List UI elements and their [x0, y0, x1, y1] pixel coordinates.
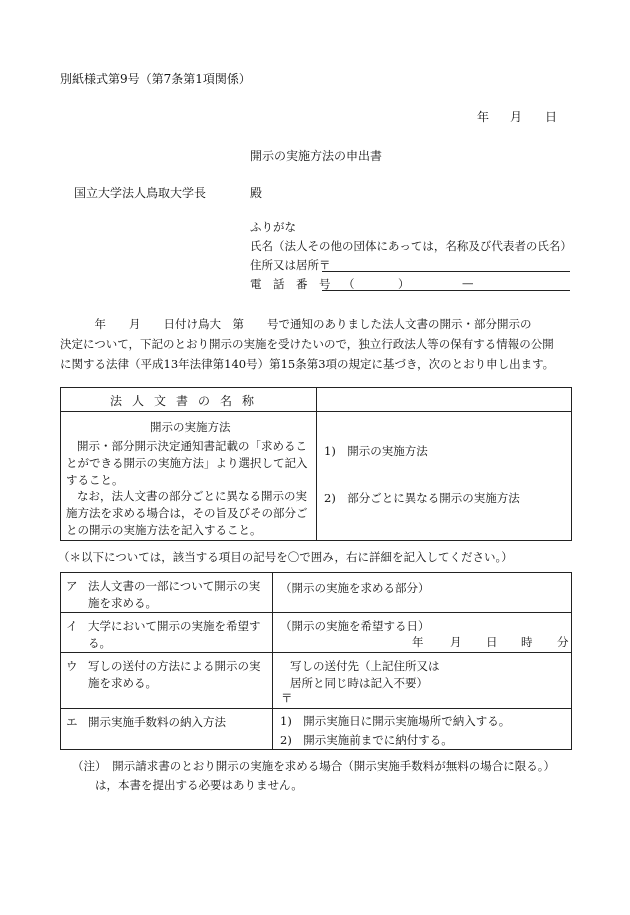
- document-title: 開示の実施方法の申出書: [250, 149, 383, 163]
- phone-paren-close: ）: [398, 277, 410, 291]
- datetime-hour: 時: [521, 635, 533, 649]
- row-d-text: 開示実施手数料の納入方法: [88, 715, 226, 729]
- method-option-1: 1) 開示の実施方法: [324, 444, 428, 458]
- date-month-label: 月: [510, 110, 523, 124]
- address-underline: [322, 271, 570, 272]
- date-year-label: 年: [477, 110, 490, 124]
- method-instruction-1: 開示・部分開示決定通知書記載の「求めることができる開示の実施方法」より選択して記入すること。: [66, 439, 308, 487]
- phone-paren-open: （: [343, 277, 355, 291]
- form-reference: 別紙様式第9号（第7条第1項関係）: [60, 72, 251, 86]
- row-c-detail-label: 写しの送付先（上記住所又は居所と同じ時は記入不要）: [290, 659, 440, 690]
- datetime-minute: 分: [557, 635, 569, 649]
- body-line-2: 決定について，下記のとおり開示の実施を受けたいので，独立行政法人等の保有する情報の公開: [60, 337, 554, 351]
- footnote-line-1: （注） 開示請求書のとおり開示の実施を求める場合（開示実施手数料が無料の場合に限る。）: [72, 759, 555, 773]
- table1-row-line: [60, 411, 572, 412]
- datetime-day: 日: [486, 635, 498, 649]
- method-instruction-2: なお，法人文書の部分ごとに異なる開示の実施方法を求める場合は，その旨及びその部分ごとの開示の実施方法を記入すること。: [66, 489, 308, 537]
- table2-divider: [272, 572, 273, 750]
- row-a-mark[interactable]: ア: [66, 579, 78, 593]
- row-a-detail-label: （開示の実施を求める部分）: [280, 581, 430, 595]
- honorific: 殿: [250, 186, 263, 200]
- row-a-text: 法人文書の一部について開示の実施を求める。: [88, 579, 261, 610]
- doc-name-header: 法人文書の名称: [110, 394, 265, 408]
- phone-dash: —: [462, 276, 474, 290]
- postal-mark: 〒: [281, 691, 293, 705]
- datetime-year: 年: [412, 635, 424, 649]
- row-b-detail-label: （開示の実施を希望する日）: [280, 619, 430, 633]
- date-day-label: 日: [545, 110, 558, 124]
- furigana-label: ふりがな: [250, 220, 296, 234]
- row-c-mark[interactable]: ウ: [66, 659, 78, 673]
- table2-row-line-2: [60, 652, 572, 653]
- fee-option-1: 1) 開示実施日に開示実施場所で納入する。: [280, 714, 511, 728]
- row-b-text: 大学において開示の実施を希望する。: [88, 619, 261, 650]
- instruction-note: （＊以下については，該当する項目の記号を〇で囲み，右に詳細を記入してください。）: [58, 550, 513, 564]
- row-b-mark[interactable]: イ: [66, 619, 78, 633]
- row-d-mark[interactable]: エ: [66, 715, 78, 729]
- table2-row-line-1: [60, 612, 572, 613]
- table2-row-line-3: [60, 708, 572, 709]
- method-title: 開示の実施方法: [150, 420, 231, 434]
- address-label: 住所又は居所〒: [250, 258, 331, 272]
- body-line-1: 年 月 日付け鳥大 第 号で通知のありました法人文書の開示・部分開示の: [60, 317, 532, 331]
- method-option-2: 2) 部分ごとに異なる開示の実施方法: [324, 491, 520, 505]
- footnote-line-2: は，本書を提出する必要はありません。: [95, 778, 303, 792]
- row-c-text: 写しの送付の方法による開示の実施を求める。: [88, 659, 261, 690]
- phone-label: 電 話 番 号: [250, 277, 331, 291]
- phone-underline: [322, 290, 570, 291]
- name-label: 氏名（法人その他の団体にあっては，名称及び代表者の氏名）: [250, 239, 572, 253]
- addressee: 国立大学法人鳥取大学長: [74, 186, 207, 200]
- datetime-month: 月: [450, 635, 462, 649]
- fee-option-2: 2) 開示実施前までに納付する。: [280, 733, 453, 747]
- body-line-3: に関する法律（平成13年法律第140号）第15条第3項の規定に基づき，次のとおり申し出ます。: [60, 357, 555, 371]
